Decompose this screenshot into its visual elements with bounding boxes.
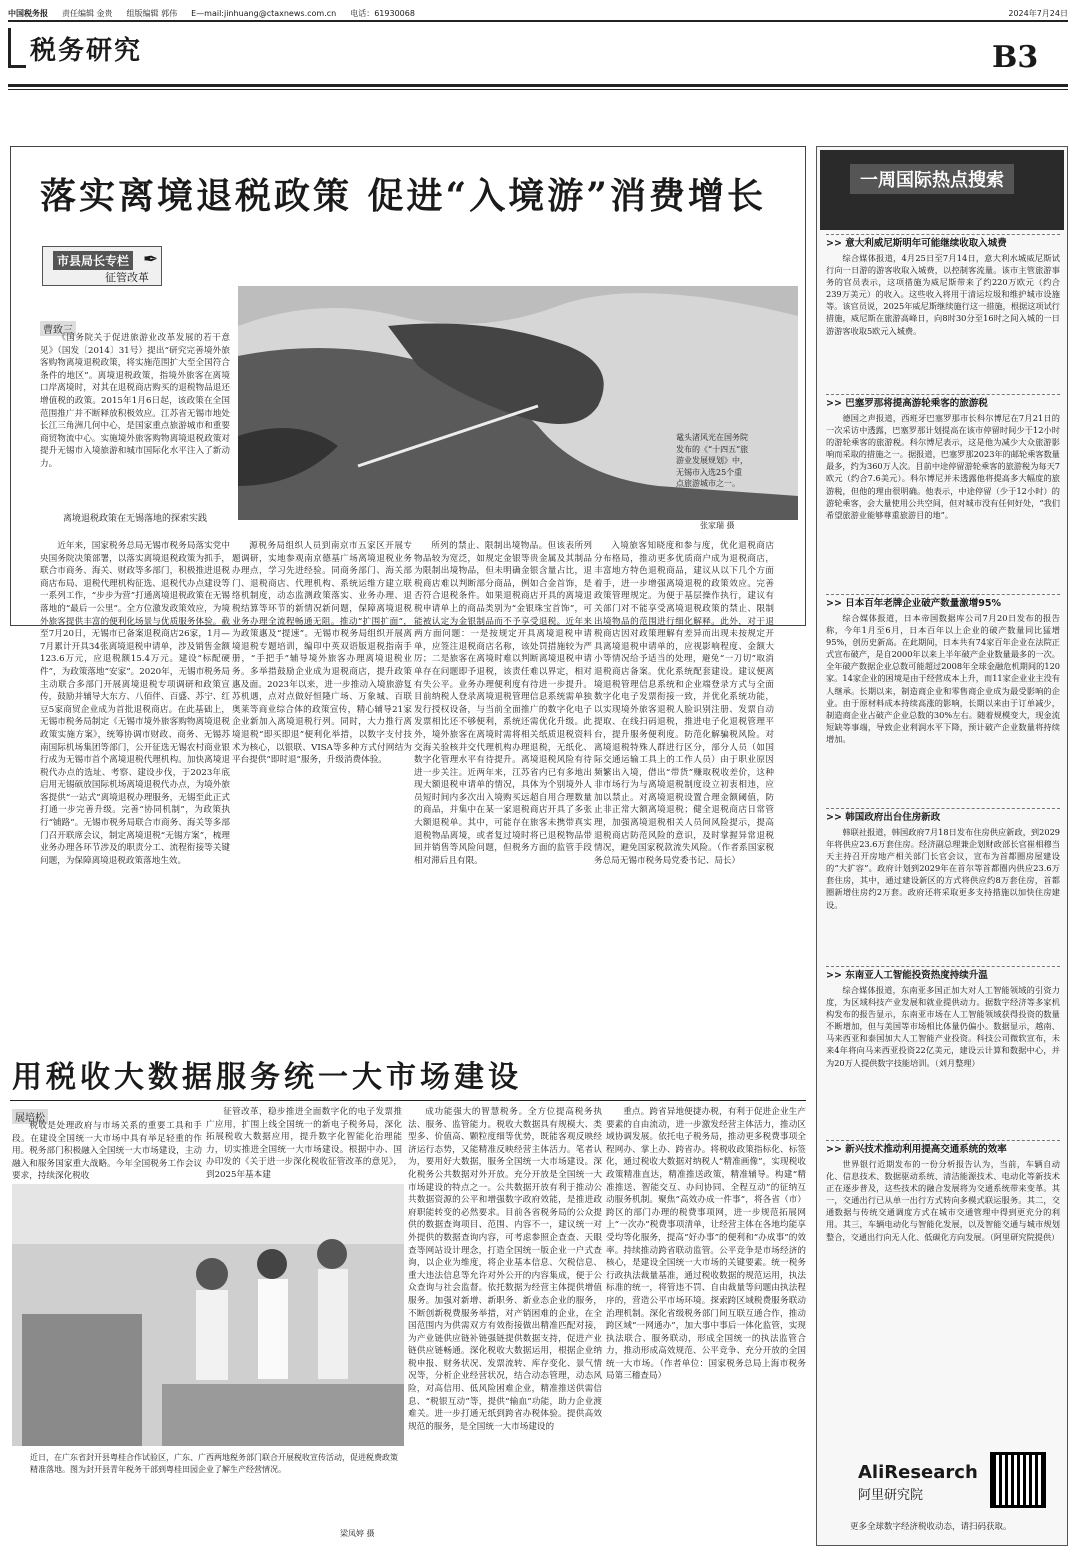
email-line: E—mail:jinhuang@ctaxnews.com.cn xyxy=(191,8,337,18)
article-headline: 落实离境退税政策 促进“入境游”消费增长 xyxy=(40,175,766,217)
subheading: 离境退税政策在无锡落地的探索实践 xyxy=(62,514,207,524)
news-title: 新兴技术推动利用提高交通系统的效率 xyxy=(845,1144,1007,1155)
article-column xyxy=(594,540,774,866)
photo-credit: 张家瑞 摄 xyxy=(700,521,735,530)
paragraph: 税收是处理政府与市场关系的重要工具和手段。在建设全国统一大市场中具有举足轻重的作用。税务部门积极融入全国统一大市场建设，主动融入和服务国家重大战略。今年全国税务工作会议要求，持续深化税收 xyxy=(12,1121,202,1182)
article-column xyxy=(606,1106,806,1546)
news-body: 综合媒体报道，东南亚多国正加大对人工智能领域的引资力度，为区域科技产业发展和就业提供动力。据数字经济等多家机构发布的报告显示，东南亚市场在人工智能领域获得投资的数量不断增加，但与美国等市场相比体量仍偏小。数据显示，越南、马来西亚和泰国加大人工智能产业投资。科技公司微软宣布，未来4年将向马来西亚投资22亿美元，建设云计算和数据中心，并为20万人提供数字技能培训。（刘月整理） xyxy=(826,985,1060,1068)
paragraph: 近年来，国家税务总局无锡市税务局落实党中央国务院决策部署，以落实离境退税政策为抓手，联合市商务、海关、财政等多部门，积极推进退税商店布局、退税代理机构征选、退税代办点建设等一系列工作，“步步为营”打通离境退税政策在无锡落地的“最后一公里”。全方位激发政策效应，为境外旅客提供丰富的便利化场景与优质服务体验。截至7月20日，无锡市已备案退税商店26家，1月—7月累计开具34张离境退税申请单，涉及销售金额123.6万元，应退税额15.4万元。建设“标配硬件”，为政策落地“安家”。2020年，无锡市税务局主动联合多部门开展离境退税专项调研和政策宣传，鼓励并辅导大东方、八佰伴、百盛、苏宁、红豆5家商贸企业成为首批退税商店。在此基础上，无锡市税务局制定《无锡市境外旅客购物离境退税政策实施方案》，统筹协调市财政、商务、无锡苏南国际机场集团等部门，公开征选无锡农村商业银行成为无锡市首个离境退税代理机构。加快离境退税代办点的选址、考察、建设步伐，于2023年底启用无锡硕放国际机场离境退税代办点，为境外旅客提供“一站式”离境退税办理服务，无锡至此正式打通一步完善升级。完善“协同机制”，为政策执行“铺路”。无锡市税务局联合市商务、海关等多部门召开联席会议，制定离境退税“无锡方案”，梳理业务办理各环节涉及的职责分工、流程衔接等关键问题，为保障离境退税政策落地生效。 xyxy=(40,541,230,866)
article-column xyxy=(408,1106,602,1546)
paragraph: 重点。跨省异地便捷办税，有利于促进企业生产要素的自由流动，进一步激发经营主体活力，推动区域协调发展。依托电子税务局，推动更多税费事项全程网办、掌上办、跨省办。将税收政策指标化、标签化，通过税收大数据对纳税人“精准画像”，实现税收政策精准直达，精准推送政策，精准辅导。构建“精准推送、智能交互、办问协同、全程互动”的征纳互动服务机制。聚焦“高效办成一件事”，将各省（市）跨区的部门办理的税费事项网，进一步规范拓展网上“一次办”税费事项清单，让经营主体在各地均能享受均等化服务，提高“好办事”的便利和“办成事”的效率。持续推动跨省联动监管。公平竞争是市场经济的核心，是建设全国统一大市场的关键要素。统一税务行政执法裁量基准，通过税收数据的规范运用，执法标准的统一，将管违不罚、自由裁量等问题由执法程序的，营造公平市场环境。探索跨区域税费服务联动治理机制。深化省级税务部门间互联互通合作，推动跨区域“一网通办”，加大事中事后一体化监管，实现执法联合、服务联动，形成全国统一的执法监管合力，推动形成高效规范、公平竞争、充分开放的全国统一大市场。（作者单位：国家税务总局上海市税务局第三稽查局） xyxy=(606,1107,806,1382)
column-sub-label: 征管改革 xyxy=(105,271,149,284)
news-item xyxy=(826,594,1060,745)
paper-name: 中国税务报 xyxy=(8,8,48,18)
designer-line: 组版编辑 郭伟 xyxy=(126,8,178,18)
page-number: B3 xyxy=(992,40,1039,75)
news-item xyxy=(826,1140,1060,1243)
photo-credit: 梁凤婷 摄 xyxy=(340,1529,375,1538)
paragraph: 所列的禁止、限制出境物品。但该表所列物品较为宽泛，如规定金银等贵金属及其制品为限制出境物品，但未明确金银含量占比，退税商店难以判断部分商品，例如合金首饰，是否符合退税条件。如果退税商店开具的离境退税申请单上的商品类别为“金银珠宝首饰”，可能被认定为金银制品而不予享受退税。近年来两方面问题：一是按规定开具离境退税申请单，应签注退税商店名称，该处罚措施较为严厉；二是旅客在离境时难以判断离境退税申请单存在问题即予退税，该责任难以界定，相对有失公平。业务办理便利度有待进一步提升。目前纳税人登录离境退税管理信息系统需单独发行授权设备，与当前全面推广的数字化电子发票相比还不够便利，系统还需优化升级。此外，境外旅客在离境时需将相关纸质退税资料交海关验核并交代理机构办理退税，无纸化、数字化管理水平有待提升。离境退税风险有待进一步关注。近两年来，江苏省内已有多地出现大额退税申请单的情况，具体为个别境外人员短时间内多次出入境购买远超自用合理数量的商品，并集中在某一家退税商店开具了多张大额退税单。其中，可能存在旅客未携带真实退税物品离境，或者复过境时将已退税物品带回并销售等风险问题，但税务方面的监管手段相对滞后且有限。 xyxy=(414,541,592,866)
top-divider xyxy=(8,20,1068,22)
brand-logo-cn: 阿里研究院 xyxy=(858,1488,924,1503)
news-body: 德国之声报道，西班牙巴塞罗那市长科尔博尼在7月21日的一次采访中透露，巴塞罗那计划提高在该市停留时间少于12小时的游轮乘客的旅游税。科尔博尼表示，这是他为减少大众旅游影响而采取的措施之一。据报道，巴塞罗那2023年的邮轮乘客数量最多，约为360万人次。目前中途停留游轮乘客的旅游税为每天7欧元（约合7.6美元）。科尔博尼并未透露他将提高多大幅度的旅游税，但他的理由很明确。他表示，中途停留（少于12小时）的游轮乘客，会大量使用公共空间，但对城市没有任何好处，“我们希望旅游业能够尊重旅游目的地”。 xyxy=(826,413,1060,520)
sidebar-footer-note: 更多全球数字经济税收动态，请扫码获取。 xyxy=(850,1522,1012,1532)
news-title: 日本百年老牌企业破产数量激增95% xyxy=(845,598,1001,609)
paragraph: 征管改革，稳步推进全面数字化的电子发票推广应用，扩围上线全国统一的新电子税务局，深化拓展税收大数据应用，提升数字化智能化治理能力，切实推进全国统一大市场建设。根据中办、国办印发的《关于进一步深化税收征管改革的意见》，到2025年基本建 xyxy=(206,1107,402,1180)
section-title: 税务研究 xyxy=(30,36,143,66)
photo-caption: 近日，在广东省封开县粤桂合作试验区，广东、广西两地税务部门联合开展税收宣传活动，促进税费政策精准落地。图为封开县青年税务干部到粤桂田园企业了解生产经营情况。 xyxy=(30,1453,398,1474)
news-item xyxy=(826,966,1060,1069)
factory-visit-image xyxy=(12,1184,404,1446)
article-photo-workers xyxy=(12,1184,404,1446)
subhead xyxy=(40,510,230,540)
article-column xyxy=(40,332,230,508)
arrow-icon: >> xyxy=(826,238,846,249)
news-item xyxy=(826,808,1060,911)
header-rule xyxy=(8,84,1068,87)
paragraph: 《国务院关于促进旅游业改革发展的若干意见》（国发〔2014〕31号）提出“研究完善境外旅客购物离境退税政策，将实施范围扩大至全国符合条件的地区”。离境退税政策，指境外旅客在离境口岸离境时，对其在退税商店购买的退税物品退还增值税的政策。2015年1月6日起，该政策在全国范围推广并不断释放积极效应。江苏省无锡市地处长江三角洲几何中心，是国家重点旅游城市和重要商贸物流中心。实施境外旅客购物离境退税政策对提升无锡市入境旅游和城市国际化水平注入了新动力。 xyxy=(40,333,230,469)
arrow-icon: >> xyxy=(826,398,846,409)
column-badge xyxy=(42,246,162,286)
arrow-icon: >> xyxy=(826,812,846,823)
headline-divider xyxy=(10,1100,806,1101)
phone-line: 电话：61930068 xyxy=(350,8,415,18)
news-title: 东南亚人工智能投资热度持续升温 xyxy=(845,970,988,981)
pen-icon: ✒ xyxy=(143,249,159,270)
article-column xyxy=(12,1120,202,1180)
news-title: 巴塞罗那将提高游轮乘客的旅游税 xyxy=(845,398,988,409)
photo-caption: 鼋头渚风光在国务院发布的《“十四五”旅游业发展规划》中，无锡市入选25个重点旅游城市之一。 xyxy=(676,433,749,488)
qr-code-icon[interactable] xyxy=(990,1452,1046,1508)
news-item xyxy=(826,234,1060,337)
news-item xyxy=(826,394,1060,521)
editor-line: 责任编辑 金贵 xyxy=(62,8,113,18)
arrow-icon: >> xyxy=(826,598,846,609)
arrow-icon: >> xyxy=(826,970,846,981)
news-body: 综合媒体报道，日本帝国数据库公司7月20日发布的报告称，今年1月至6月，日本百年以上企业的破产数量同比猛增95%，创历史新高。在此期间，日本共有74家百年企业在法院正式宣布破产，是自2000年以来上半年破产企业数量最多的一次。全年破产数据企业总数可能超过2008年全球金融危机期间的120家。14家企业的困境是由于经营成本上升，而11家企业业主没有人继承。长期以来，制造商企业和零售商企业成为最受影响的企业。由于原材料成本持续高涨的影响，长期以来由于订单减少，制造商企业占破产企业总数的30%左右。随着规模变大，现金流短缺等事端，导致企业利润水平下降，预计破产企业数量将持续增加。 xyxy=(826,613,1060,744)
news-title: 韩国政府出台住房新政 xyxy=(845,812,941,823)
news-body: 世界银行近期发布的一份分析报告认为，当前，车辆自动化、信息技术、数据驱动系统、清洁能源技术、电动化等新技术正在逐步普及，这些技术的融合发展将为交通系统带来变革。其一，交通出行已从单一出行方式转向多模式联运服务。其二，交通数据与传统交通调度方式在城市交通管理中得到更充分的利用。其三，车辆电动化与智能化发展，以及智能交通与城市规划整合，交通出行向无人化、低碳化方向发展。（阿里研究院提供） xyxy=(826,1159,1060,1242)
arrow-icon: >> xyxy=(826,1144,846,1155)
paragraph: 源税务局组织人员到南京市五家区开展专题调研，实地参观南京德基广场离境退税业务办理点，学习先进经验。同商务部门、海关部门、退税商店、代理机构、系统运维方建立联络机制度，动态监测政策落实、业务办理、退税结算等环节的新情况新问题，保障离境退税业务办理全流程畅通无阻。推动“扩围扩面”，为政策惠及“提速”。无锡市税务局组织开展离境退税专题培训，编印中英双语版退税指南手册，“手把手”辅导境外旅客办理离境退税业务。多举措鼓励企业成为退税商店，提升政策惠及面。2023年以来，进一步推动入境旅游复苏机遇，点对点做好恒隆广场、万象城、百联奥莱等商业综合体的政策宣传，精心辅导21家企业新加入离境退税行列。同时，大力推行离境退税“即买即退”便利化举措，以数字支付技术为核心，以银联、VISA等多种方式付网结为平台提供“即时退”服务，升级消费体验。 xyxy=(232,541,412,766)
column-tag-label: 市县局长专栏 xyxy=(53,251,133,270)
author-name: 展培松 xyxy=(12,1109,48,1124)
article-column xyxy=(40,540,230,866)
sidebar-banner xyxy=(820,150,1064,230)
paragraph: 成功能强大的智慧税务。全方位提高税务执法、服务、监管能力。税收大数据具有规模大、类型多、价值高、颗粒度细等优势，既能客观反映经济运行态势，又能精准反映经营主体活力。笔者认为，要用好大数据，服务全国统一大市场建设。深化税务公共数据对外开放。充分开放是全国统一大市场建设的特点之一。公共数据开放有利于推动公共数据资源的公平和增强数字政府效能，是推进政府职能转变的必然要求。目前各省税务局的公众提供的数据查询项目、范围、内容不一，建议统一对外提供的数据查询内容，可考虑参照企查查、天眼查等网站设计理念，打造全国统一版企业一户式查询，以企业为维度，将企业基本信息、欠税信息、重大违法信息等允许对外公开的内容集成，便于公众查询与社会监督。依托数据为经营主体提供增值服务。加强对新增、新职务、新业态企业的服务，不断创新税费服务举措，对产销困难的企业，在全国范围内为供需双方有效衔接做出精准匹配对接，为产业链供应链补链强链提供数据支持，促进产业链供应链畅通。深化税收大数据运用，根据企业纳税申报、财务状况、发票流转、库存变化、景气情况等，分析企业经营状况，结合动态管理，动态风险，对高信用、低风险困难企业，精准推送供需信息、“税银互动”等，提供“输血”功能，助力企业渡难关。进一步打通无纸到跨省办税体验。提供高效规范的服务，是全国统一大市场建设的 xyxy=(408,1107,602,1432)
header-rule-thin xyxy=(8,89,1068,90)
news-title: 意大利威尼斯明年可能继续收取入城费 xyxy=(845,238,1007,249)
brand-logo: AliResearch xyxy=(858,1462,978,1483)
paragraph: 入境旅客知晓度和参与度，优化退税商店分布格局，推动更多优质商户成为退税商店，丰富地方特色退税商品，建议从以下几个方面着手，进一步增强离境退税的政策效应。完善政策管理规定。为便于基层操作执行，建议有关部门对不能享受离境退税政策的禁止、限制出境物品的范围进行细化解释。此外，对于退税商店因对政策理解有差异而出现未按规定开具离境退税申请单的，应视影响程度、金额大小等情况给予适当的处理，避免“一刀切”取消退税商店备案。优化系统配套建设。建议便离境退税管理信息系统和企业端登录方式与全面数字化电子发票衔接一致，并优化系统功能，以实现境外旅客退税人脸识别注册、发票自动提取、在线扫码退税，推进电子化退税管理平台，提升服务便利度。防范化解骗税风险。对离境退税特殊人群进行区分，部分人员（如国际交通运输工具上的工作人员）由于职业原因频繁出入境，借出“带货”赚取税收差价，这种非市场行为与离境退税制度设立初衷相违，应加以禁止。对离境退税设置合理金额阈值，防止非正常大额离境退税；健全退税商店日常管理，加强离境退税相关人员间风险提示，提高退税商店防范风险的意识，及时掌握异常退税情况，避免国家税款流失风险。（作者系国家税务总局无锡市税务局党委书记、局长） xyxy=(594,541,774,866)
news-body: 韩联社报道，韩国政府7月18日发布住房供应新政，到2029年将供应23.6万套住房。经济副总理兼企划财政部长官崔相穆当天主持召开房地产相关部门长官会议，宣布为首都圈房屋建设的“大扩容”。政府计划到2029年在首尔等首都圈内供应23.6万套住房，其中，通过建设新区的方式将供应约8万套住房，首都圈新增住房约2万套。政府还将采取更多支持措施以加快住房建设。 xyxy=(826,827,1060,910)
author-name: 曹致三 xyxy=(40,321,76,336)
article-column xyxy=(232,540,412,766)
sidebar-banner-title: 一周国际热点搜索 xyxy=(850,164,1014,194)
section-ornament xyxy=(8,28,26,68)
article-headline: 用税收大数据服务统一大市场建设 xyxy=(12,1060,522,1095)
news-body: 综合媒体报道，4月25日至7月14日，意大利水城威尼斯试行向一日游的游客收取入城费，以控制客流量。该市主管旅游事务的官员表示，这项措施为威尼斯带来了约220万欧元（约合239万美元）的收入。这些收入将用于清运垃圾和维护城市设施等。该官员说，2025年威尼斯继续施行这一措施，根据这项试行措施，威尼斯在旅游高峰日，向8时30分至16时之间入城的一日游游客收取5欧元入城费。 xyxy=(826,253,1060,336)
masthead-bar xyxy=(8,6,1068,20)
issue-date: 2024年7月24日 xyxy=(1008,8,1068,18)
article-column xyxy=(206,1106,402,1180)
article-column xyxy=(414,540,592,866)
